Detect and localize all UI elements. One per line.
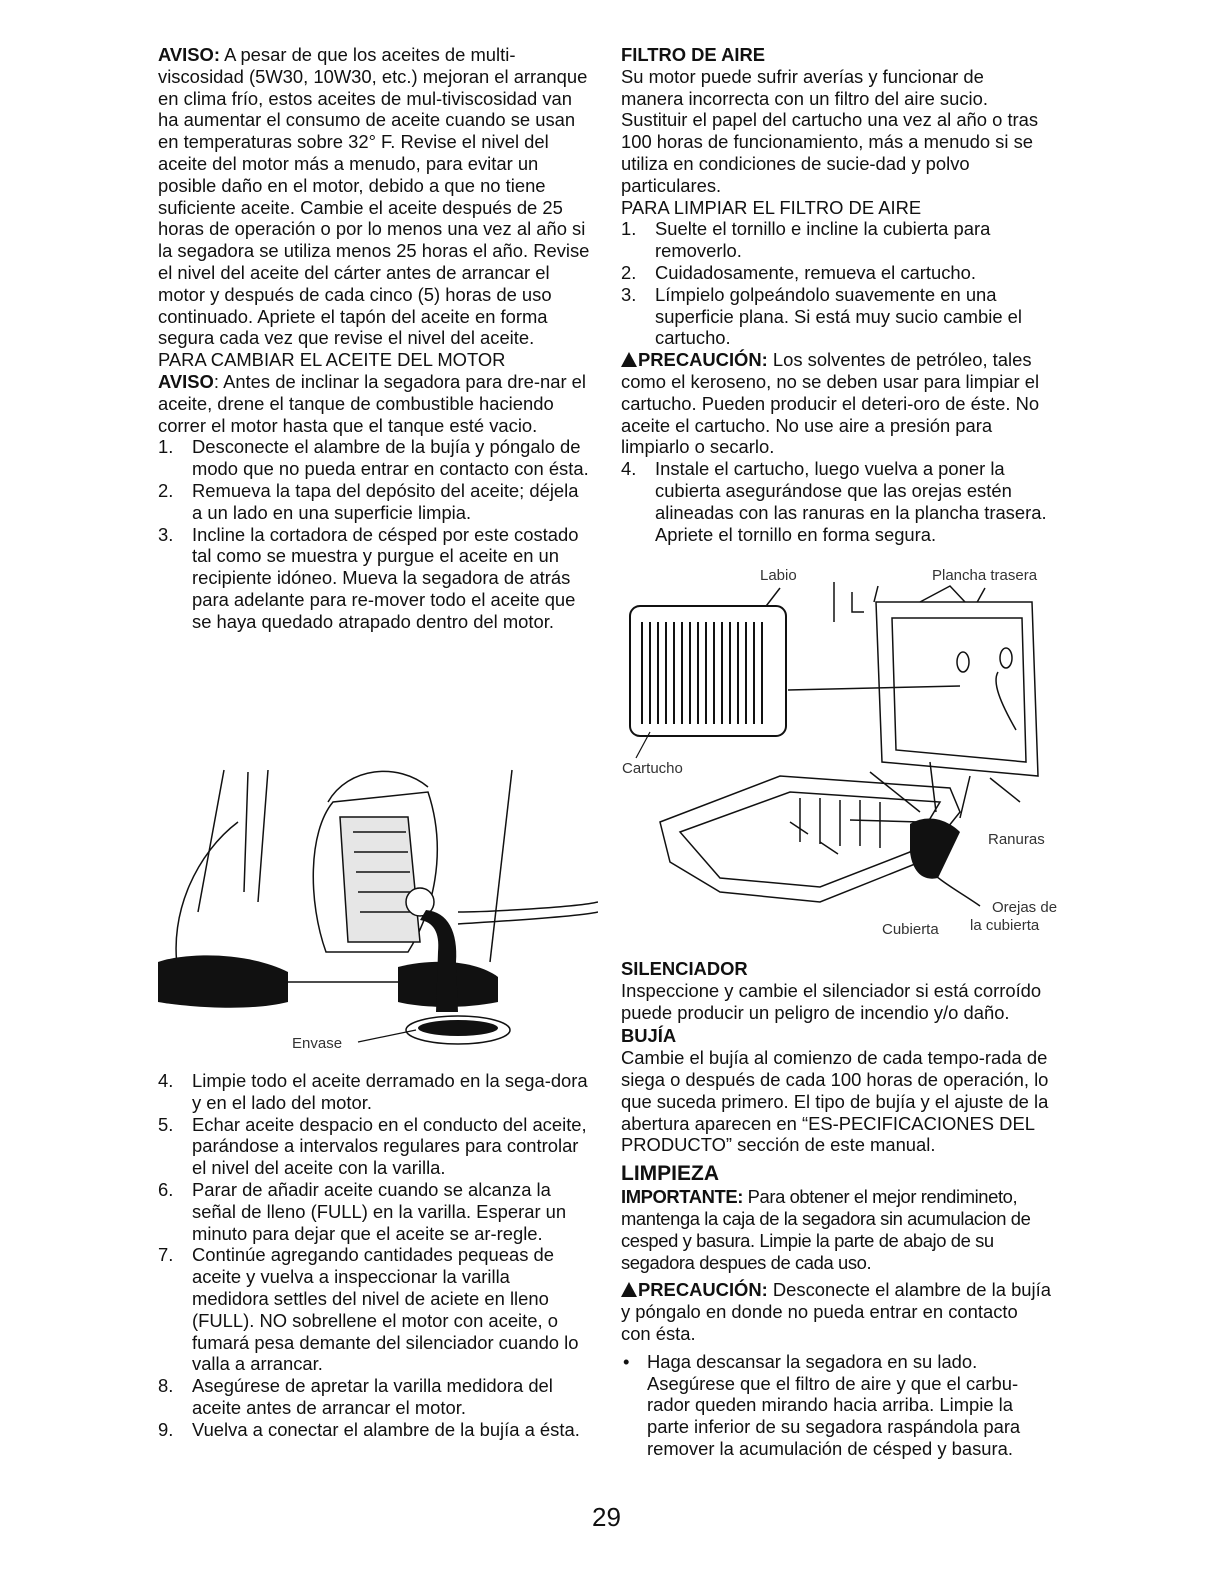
label-envase: Envase — [292, 1035, 343, 1052]
list-item: 5. Echar aceite despacio en el conducto del aceite, parándose a intervalos regulares para controlar el nivel del aceite con la varilla. — [158, 1113, 587, 1179]
label-orejas-1: Orejas de — [992, 899, 1058, 916]
left-column-lower — [158, 1070, 590, 1441]
label-ranuras: Ranuras — [988, 831, 1045, 848]
warning-triangle-icon — [621, 352, 637, 367]
label-plancha-trasera: Plancha trasera — [932, 567, 1038, 584]
oil-drain-illustration — [158, 762, 598, 1062]
bujia-paragraph: Cambie el bujía al comienzo de cada tempo-rada de siega o después de cada 100 horas de operación, lo que suceda primero. El tipo de bujía y el ajuste de la abertura aparecen en “ES-PECIFICACIONES DEL PRODUCTO” sección de este manual. — [621, 1047, 1049, 1156]
limpieza-heading: LIMPIEZA — [621, 1162, 719, 1186]
list-item: 2. Remueva la tapa del depósito del aceite; déjela a un lado en una superficie limpia. — [158, 479, 579, 523]
importante-paragraph: IMPORTANTE: Para obtener el mejor rendimineto, mantenga la caja de la segadora sin acumulacion de cesped y basura. Limpie la parte de abajo de su segadora despues de cada uso. — [621, 1186, 1031, 1273]
page-number: 29 — [592, 1502, 621, 1532]
list-item: 7. Continúe agregando cantidades pequeas de aceite y vuelva a inspeccionar la varilla medidora settles del nivel de aciete en lleno (FULL). NO sobrellene el motor con aceite, o fumará pesa demante del silenciador cuando lo valla a arrancar. — [158, 1244, 579, 1375]
list-item: 3. Incline la cortadora de césped por este costado tal como se muestra y purgue el aceite en un recipiente idóneo. Mueva la segadora de atrás para adelante para re-mover todo el aceite que se haya quedado atrapado dentro del motor. — [158, 523, 579, 632]
right-column-lower — [621, 958, 1051, 1460]
list-item: 3. Límpielo golpeándolo suavemente en una superficie plana. Si está muy sucio cambie el cartucho. — [621, 283, 1022, 349]
precaucion-label: PRECAUCIÓN: — [638, 349, 768, 371]
aviso-text: A pesar de que los aceites de multi-viscosidad (5W30, 10W30, etc.) mejoran el arranque en clima frío, estos aceites de mul-tiviscosidad van ha aumentar el consumo de aceite cuando se usan en temperaturas sobre 32° F. Revise el nivel del aceite del motor más a menudo, para evitar un posible daño en el motor, debido a que no tiene suficiente aceite. Cambie el aceite después de 25 horas de operación o por lo menos una vez al año si la segadora se utiliza menos 25 horas el año. Revise el nivel del aceite del cárter antes de arrancar el motor y después de cada cinco (5) horas de uso continuado. Apriete el tapón del aceite en forma segura cada vez que revise el nivel del aceite. — [158, 44, 590, 349]
aviso-text: : Antes de inclinar la segadora para dre-nar el aceite, drene el tanque de combustible haciendo correr el motor hasta que el tanque esté vacio. — [158, 370, 586, 436]
list-item: • Haga descansar la segadora en su lado. Asegúrese que el filtro de aire y que el carbu-rador queden mirando hacia arriba. Limpie la parte inferior de su segadora raspándola para remover la acumulación de césped y basura. — [623, 1350, 1021, 1459]
list-item: 8. Asegúrese de apretar la varilla medidora del aceite antes de arrancar el motor. — [158, 1375, 553, 1418]
filter-steps-list-b — [621, 458, 1051, 545]
change-oil-heading: PARA CAMBIAR EL ACEITE DEL MOTOR — [158, 349, 506, 371]
precaucion-spark-paragraph: PRECAUCIÓN: Desconecte el alambre de la bujía y póngalo en donde no pueda entrar en contacto con ésta. — [621, 1279, 1051, 1344]
list-item: 2. Cuidadosamente, remueva el cartucho. — [621, 261, 976, 283]
list-item: 1. Desconecte el alambre de la bujía y póngalo de modo que no pueda entrar en contacto con ésta. — [158, 436, 589, 480]
filter-steps-list-a — [621, 218, 1051, 349]
limpiar-filtro-heading: PARA LIMPIAR EL FILTRO DE AIRE — [621, 196, 922, 218]
precaucion-label: PRECAUCIÓN: — [638, 1279, 768, 1301]
left-column — [158, 44, 590, 633]
importante-label: IMPORTANTE: — [621, 1186, 743, 1208]
silenciador-heading: SILENCIADOR — [621, 958, 748, 979]
list-item: 6. Parar de añadir aceite cuando se alcanza la señal de lleno (FULL) en la varilla. Esperar un minuto para dejar que el aceite se ar-regle. — [158, 1178, 567, 1244]
right-column — [621, 44, 1051, 545]
precaucion-solvents-paragraph: PRECAUCIÓN: Los solventes de petróleo, tales como el keroseno, no se deben usar para limpiar el cartucho. Pueden producir el deteri-oro de éste. No aceite el cartucho. No use aire a presión para limpiarlo o secarlo. — [621, 349, 1040, 458]
list-item: 4. Limpie todo el aceite derramado en la sega-dora y en el lado del motor. — [158, 1070, 588, 1113]
label-cartucho: Cartucho — [622, 760, 683, 777]
filtro-heading: FILTRO DE AIRE — [621, 44, 766, 65]
aviso-label: AVISO: — [158, 44, 220, 65]
label-cubierta: Cubierta — [882, 921, 939, 938]
list-item: 1. Suelte el tornillo e incline la cubierta para removerlo. — [621, 218, 991, 262]
label-labio: Labio — [760, 567, 797, 584]
bujia-heading: BUJÍA — [621, 1025, 677, 1047]
aviso-label: AVISO — [158, 370, 214, 392]
oil-steps-list-b — [158, 1070, 590, 1441]
bullet-icon: • — [623, 1350, 630, 1372]
filtro-paragraph: Su motor puede sufrir averías y funcionar de manera incorrecta con un filtro del aire sucio. Sustituir el papel del cartucho una vez al año o tras 100 horas de funcionamiento, más a menudo si se utiliza en condiciones de sucie-dad y polvo particulares. — [621, 65, 1039, 196]
list-item: 4. Instale el cartucho, luego vuelva a poner la cubierta asegurándose que las orejas estén alineadas con las ranuras en la plancha trasera. Apriete el tornillo en forma segura. — [621, 458, 1047, 545]
warning-triangle-icon — [621, 1282, 637, 1297]
label-orejas-2: la cubierta — [970, 917, 1040, 934]
aviso-oil-paragraph — [158, 44, 590, 349]
aviso-drain-paragraph — [158, 371, 590, 436]
oil-steps-list-a — [158, 436, 590, 632]
list-item: 9. Vuelva a conectar el alambre de la bujía a ésta. — [158, 1418, 580, 1440]
air-filter-illustration — [620, 562, 1060, 942]
silenciador-paragraph: Inspeccione y cambie el silenciador si está corroído puede producir un peligro de incendio y/o daño. — [621, 979, 1042, 1023]
